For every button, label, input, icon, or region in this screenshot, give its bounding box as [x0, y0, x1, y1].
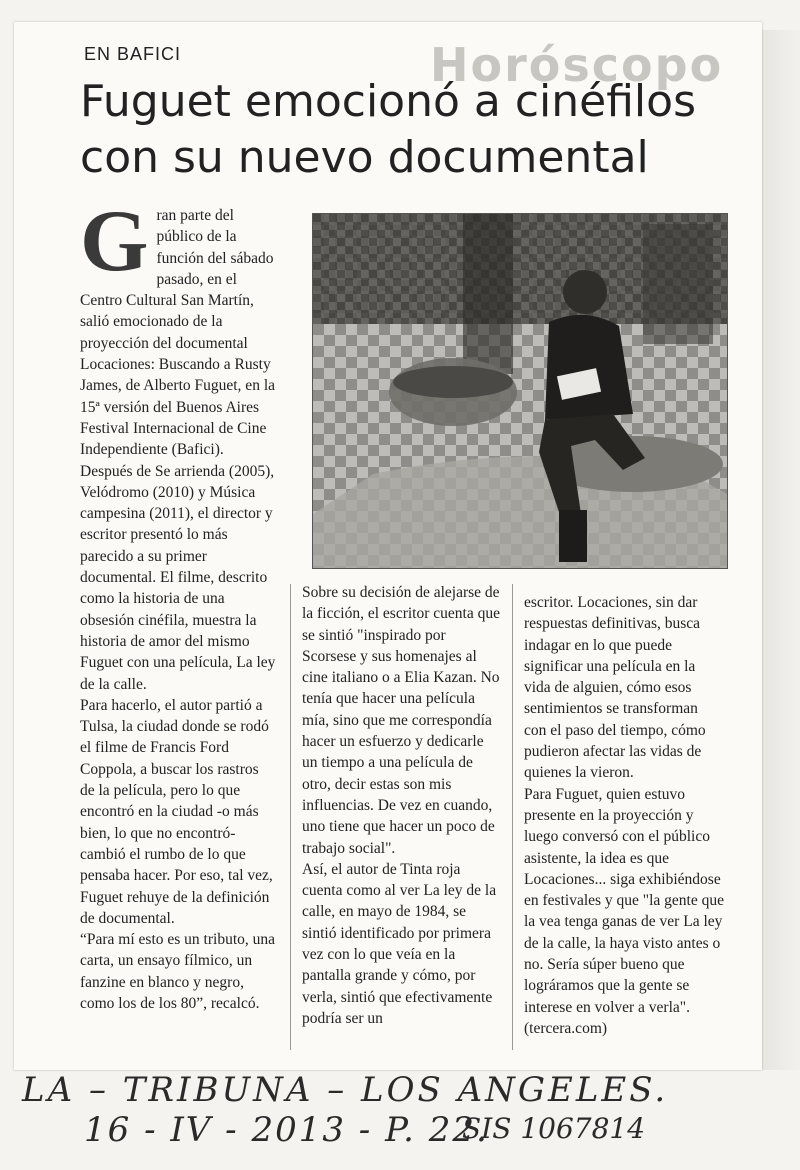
article-headline: Fuguet emocionó a cinéfilos con su nuevo documental	[80, 76, 696, 183]
paragraph: escritor. Locaciones, sin dar respuestas definitivas, busca indagar en lo que puede significar una película en la vida de alguien, cómo esos sentimientos se transforman con el paso del tiempo, cómo pudieron afectar las vidas de quienes la vieron.	[524, 594, 706, 782]
quote-paragraph: “Para mí esto es un tributo, una carta, un ensayo fílmico, un fanzine en blanco y negro, como los de los 80”, recalcó.	[80, 931, 275, 1012]
drop-cap: G	[80, 193, 149, 290]
photo-man-reading-on-bench	[313, 214, 727, 568]
article-photo	[312, 213, 728, 569]
adjacent-page-edge	[760, 30, 800, 1070]
handwritten-source-note: LA – TRIBUNA – LOS ANGELES.	[22, 1070, 669, 1110]
paragraph: Después de Se arrienda (2005), Velódromo (2010) y Música campesina (2011), el director y escritor presentó lo más parecido a su primer documental. El filme, descrito como la historia de una obsesión cinéfila, muestra la historia de amor del mismo Fuguet con una película, La ley de la calle.	[80, 462, 276, 693]
handwritten-reference-number: SIS 1067814	[462, 1112, 646, 1145]
column-divider	[290, 584, 291, 1050]
article-column-1	[80, 193, 276, 1014]
paragraph: Para Fuguet, quien estuvo presente en la proyección y luego conversó con el público asistente, la idea es que Locaciones... siga exhibiéndose en festivales y que "la gente que la vea tenga ganas de ver La ley de la calle, la haya visto antes o no. Sería súper bueno que lográramos que la gente se interese en volver a verla". (tercera.com)	[524, 785, 725, 1037]
column-divider	[512, 584, 513, 1050]
faded-horoscope-header: Horóscopo	[430, 38, 724, 90]
lead-text: ran parte del público de la función del sábado pasado, en el Centro Cultural San Martín, salió emocionado de la proyección del documental Locaciones: Buscando a Rusty James, de Alberto Fuguet, en la 15ª versión del Buenos Aires Festival Internacional de Cine Independiente (Bafici).	[80, 207, 275, 459]
section-kicker: EN BAFICI	[84, 44, 182, 64]
lead-paragraph	[80, 193, 276, 461]
paragraph: Para hacerlo, el autor partió a Tulsa, la ciudad donde se rodó el filme de Francis Ford Coppola, a buscar los rastros de la película, pero lo que encontró en la ciudad -o más bien, lo que no encontró- cambió el rumbo de lo que pensaba hacer. Por eso, tal vez, Fuguet rehuye de la definición de documental.	[80, 696, 273, 927]
article-column-2	[302, 582, 500, 1029]
paragraph: Sobre su decisión de alejarse de la ficción, el escritor cuenta que se sintió "inspirado por Scorsese y sus homenajes al cine italiano o a Elia Kazan. No tenía que hacer una película mía, sino que me correspondía hacer un esfuerzo y dedicarle un tiempo a una película de otro, decir estas son mis influencias. De vez en cuando, uno tiene que hacer un poco de trabajo social".	[302, 584, 500, 857]
paragraph: Así, el autor de Tinta roja cuenta como al ver La ley de la calle, en mayo de 1984, se sintió identificado por primera vez con lo que veía en la pantalla grande y cómo, por verla, sintió que efectivamente podría ser un	[302, 860, 497, 1027]
article-column-3	[524, 592, 724, 1039]
handwritten-date-note: 16 - IV - 2013 - P. 22.	[84, 1110, 489, 1150]
